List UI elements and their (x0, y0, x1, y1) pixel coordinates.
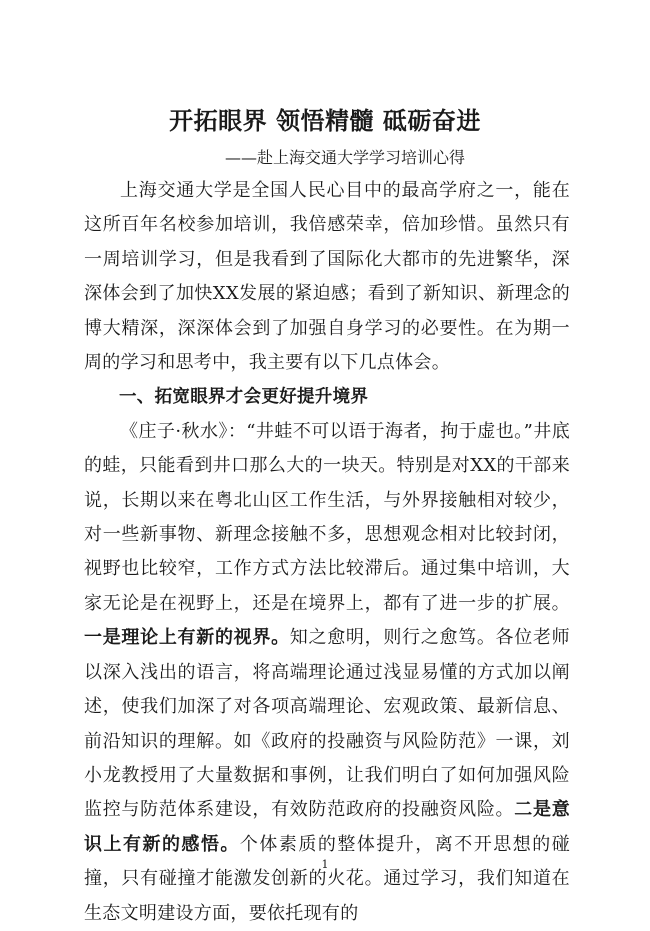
paragraph-text: 《庄子·秋水》：“井蛙不可以语于海者，拘于虚也。”井底的蛙，只能看到井口那么大的一块天。特别是对XX的干部来说，长期以来在粤北山区工作生活，与外界接触相对较少，对一些新事物、新理念接触不多，思想观念相对比较封闭，视野也比较窄，工作方式方法比较滞后。通过集中培训，大家无论是在视野上，还是在境界上，都有了进一步的扩展。 (84, 420, 570, 614)
body-paragraph (84, 415, 570, 931)
document-body (84, 174, 570, 931)
page-number: 1 (321, 858, 329, 871)
intro-paragraph: 上海交通大学是全国人民心目中的最高学府之一，能在这所百年名校参加培训，我倍感荣幸，倍加珍惜。虽然只有一周培训学习，但是我看到了国际化大都市的先进繁华，深深体会到了加快XX发展的紧迫感；看到了新知识、新理念的博大精深，深深体会到了加强自身学习的必要性。在为期一周的学习和思考中，我主要有以下几点体会。 (84, 180, 570, 374)
bold-point: 一是理论上有新的视界。 (84, 627, 290, 649)
bold-point: 二是意识上有新的感悟。 (84, 799, 570, 855)
document-subtitle: ——赴上海交通大学学习培训心得 (224, 148, 465, 167)
paragraph-text: 知之愈明，则行之愈笃。各位老师以深入浅出的语言，将高端理论通过浅显易懂的方式加以阐述，使我们加深了对各项高端理论、宏观政策、最新信息、前沿知识的理解。如《政府的投融资与风险防范》一课，刘小龙教授用了大量数据和事例，让我们明白了如何加强风险监控与防范体系建设，有效防范政府的投融资风险。 (84, 627, 570, 821)
document-title: 开拓眼界 领悟精髓 砥砺奋进 (169, 106, 481, 135)
section-heading: 一、拓宽眼界才会更好提升境界 (119, 387, 369, 408)
paragraph-text: 个体素质的整体提升，离不开思想的碰撞，只有碰撞才能激发创新的火花。通过学习，我们知道在生态文明建设方面，要依托现有的 (84, 833, 570, 924)
